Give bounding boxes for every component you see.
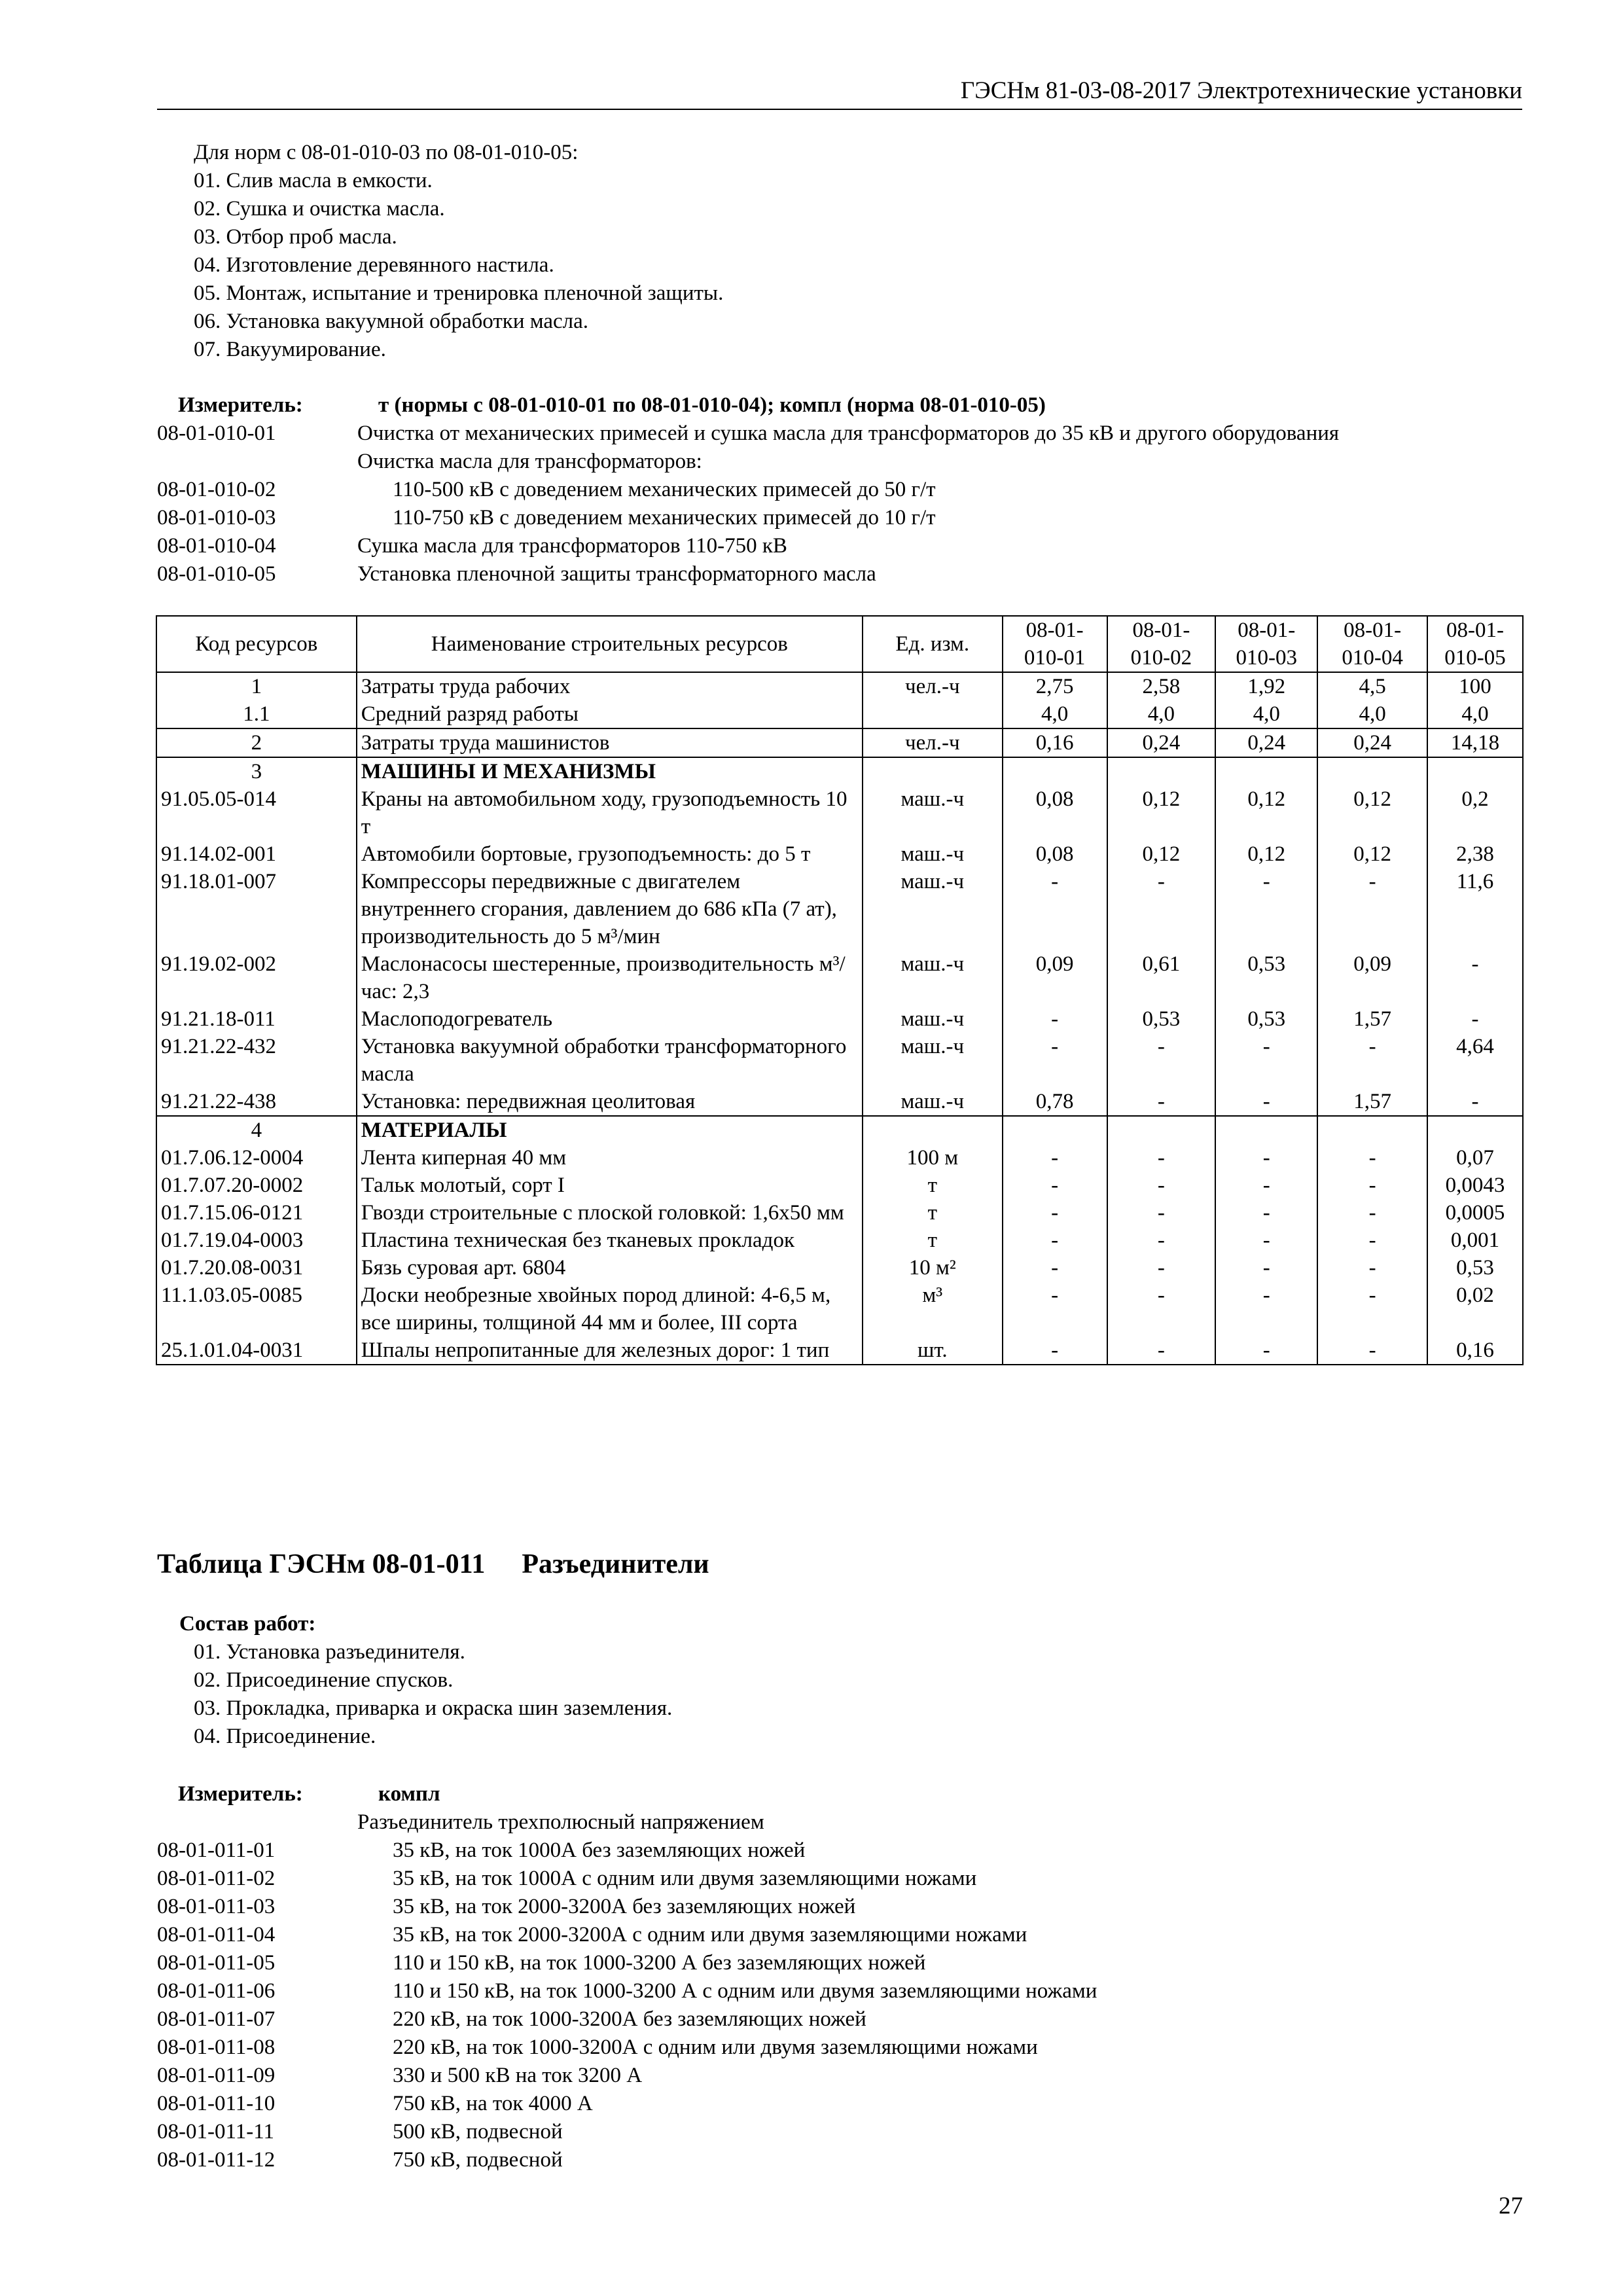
table-row <box>156 1336 1523 1365</box>
resource-unit: т <box>863 1199 1003 1227</box>
table-row <box>156 950 1523 1005</box>
composition-label: Состав работ: <box>179 1612 316 1636</box>
resource-value: 4,64 <box>1427 1033 1523 1088</box>
norm-text: 330 и 500 кВ на ток 3200 А <box>393 2064 643 2087</box>
norm-text: 500 кВ, подвесной <box>393 2120 563 2144</box>
intro-heading: Для норм с 08-01-010-03 по 08-01-010-05: <box>194 141 579 164</box>
resource-value: 0,53 <box>1107 1005 1216 1033</box>
norm-code: 08-01-011-11 <box>157 2120 275 2144</box>
norm-text: 110 и 150 кВ, на ток 1000-3200 А с одним или двумя заземляющими ножами <box>393 1979 1097 2003</box>
resource-value <box>1215 1116 1317 1144</box>
resource-value: 0,16 <box>1427 1336 1523 1365</box>
resource-name: Маслонасосы шестеренные, производительность м³/час: 2,3 <box>357 950 863 1005</box>
resource-value: 11,6 <box>1427 868 1523 950</box>
resource-value: 4,0 <box>1317 700 1427 728</box>
composition-item: 02. Присоединение спусков. <box>194 1668 454 1692</box>
resource-value: 0,07 <box>1427 1144 1523 1172</box>
table-row <box>156 785 1523 840</box>
norm-row <box>157 1865 1525 1893</box>
resource-unit: чел.-ч <box>863 672 1003 700</box>
resource-value: - <box>1317 1033 1427 1088</box>
running-header: ГЭСНм 81-03-08-2017 Электротехнические установки <box>157 73 1522 110</box>
measure-header <box>157 391 1525 420</box>
norm-code: 08-01-010-01 <box>157 422 276 445</box>
resource-unit: маш.-ч <box>863 1088 1003 1116</box>
resource-value: - <box>1003 1033 1107 1088</box>
intro-item: 06. Установка вакуумной обработки масла. <box>194 310 589 333</box>
resource-value: - <box>1003 1254 1107 1282</box>
norm-list <box>157 1837 1525 2174</box>
resource-value: 0,08 <box>1003 785 1107 840</box>
resource-value: 4,0 <box>1107 700 1216 728</box>
norm-text: Очистка масла для трансформаторов: <box>357 450 702 473</box>
resource-code: 01.7.07.20-0002 <box>156 1172 357 1199</box>
resource-code: 3 <box>156 757 357 785</box>
resource-name: Шпалы непропитанные для железных дорог: 1 тип <box>357 1336 863 1365</box>
norm-text: 110-750 кВ с доведением механических примесей до 10 г/т <box>393 506 936 529</box>
resource-value: - <box>1107 1227 1216 1254</box>
header-norm-col: 08-01- 010-03 <box>1215 616 1317 672</box>
resource-value: 0,12 <box>1107 785 1216 840</box>
norm-code: 08-01-011-03 <box>157 1895 276 1918</box>
norm-row <box>157 2062 1525 2090</box>
norm-text: 35 кВ, на ток 1000А без заземляющих ножей <box>393 1839 806 1862</box>
resource-value: 0,53 <box>1215 950 1317 1005</box>
resource-unit <box>863 700 1003 728</box>
resource-code: 91.19.02-002 <box>156 950 357 1005</box>
norm-row <box>157 2090 1525 2118</box>
norm-code <box>157 448 357 476</box>
resource-value: 0,12 <box>1317 840 1427 868</box>
norm-row <box>157 560 1525 588</box>
norm-text: Установка пленочной защиты трансформаторного масла <box>357 562 876 586</box>
resource-value: 100 <box>1427 672 1523 700</box>
table-title-number: Таблица ГЭСНм 08-01-011 <box>157 1549 486 1579</box>
norm-text: Очистка от механических примесей и сушка масла для трансформаторов до 35 кВ и другого оборудования <box>357 422 1340 445</box>
resource-value: - <box>1317 1336 1427 1365</box>
resource-value: - <box>1003 1199 1107 1227</box>
measure-heading: Разъединитель трехполюсный напряжением <box>357 1810 764 1834</box>
header-norm-col: 08-01- 010-02 <box>1107 616 1216 672</box>
norm-code: 08-01-010-03 <box>157 506 276 529</box>
resource-code: 4 <box>156 1116 357 1144</box>
norm-row <box>157 476 1525 504</box>
resource-value: - <box>1317 868 1427 950</box>
work-composition-intro <box>157 139 1525 364</box>
norm-row <box>157 1808 1525 1837</box>
norm-code: 08-01-011-05 <box>157 1951 276 1975</box>
resource-unit: маш.-ч <box>863 785 1003 840</box>
table-title-name: Разъединители <box>522 1549 709 1579</box>
norm-code: 08-01-010-04 <box>157 534 276 558</box>
norm-row <box>157 420 1525 448</box>
resource-value: - <box>1215 1199 1317 1227</box>
resource-unit: 100 м <box>863 1144 1003 1172</box>
resource-name: Маслоподогреватель <box>357 1005 863 1033</box>
norm-code: 08-01-010-05 <box>157 562 276 586</box>
resource-unit: 10 м² <box>863 1254 1003 1282</box>
resource-value: - <box>1107 1336 1216 1365</box>
resource-name: Пластина техническая без тканевых прокладок <box>357 1227 863 1254</box>
resource-value: - <box>1107 868 1216 950</box>
norm-code: 08-01-011-09 <box>157 2064 276 2087</box>
resource-value: - <box>1317 1227 1427 1254</box>
resource-name: МАТЕРИАЛЫ <box>357 1116 863 1144</box>
resource-value: 0,02 <box>1427 1282 1523 1336</box>
resource-name: Установка вакуумной обработки трансформаторного масла <box>357 1033 863 1088</box>
resource-code: 91.21.18-011 <box>156 1005 357 1033</box>
table-row <box>156 1088 1523 1116</box>
resource-value: 0,78 <box>1003 1088 1107 1116</box>
table-row <box>156 1282 1523 1336</box>
norm-code: 08-01-011-12 <box>157 2148 276 2172</box>
norm-code: 08-01-011-10 <box>157 2092 276 2115</box>
resource-unit: маш.-ч <box>863 1005 1003 1033</box>
norm-row <box>157 1977 1525 2005</box>
resource-value: - <box>1215 1254 1317 1282</box>
resource-value: - <box>1003 1282 1107 1336</box>
resource-name: Средний разряд работы <box>357 700 863 728</box>
resource-unit: чел.-ч <box>863 728 1003 757</box>
resource-unit: маш.-ч <box>863 1033 1003 1088</box>
resource-code: 01.7.19.04-0003 <box>156 1227 357 1254</box>
composition-item: 03. Прокладка, приварка и окраска шин заземления. <box>194 1696 673 1720</box>
resource-table <box>156 615 1524 1365</box>
resource-code: 91.14.02-001 <box>156 840 357 868</box>
resource-code: 11.1.03.05-0085 <box>156 1282 357 1336</box>
table-row <box>156 728 1523 757</box>
resource-unit: маш.-ч <box>863 840 1003 868</box>
resource-value: 0,12 <box>1215 840 1317 868</box>
resource-value <box>1427 757 1523 785</box>
norm-code: 08-01-011-01 <box>157 1839 276 1862</box>
intro-item: 04. Изготовление деревянного настила. <box>194 253 554 277</box>
resource-value: - <box>1107 1144 1216 1172</box>
measure-block-1 <box>157 391 1525 588</box>
resource-value <box>1317 757 1427 785</box>
norm-row <box>157 1837 1525 1865</box>
resource-value: 0,08 <box>1003 840 1107 868</box>
norm-row <box>157 1893 1525 1921</box>
resource-value: - <box>1003 1172 1107 1199</box>
norm-text: 110-500 кВ с доведением механических примесей до 50 г/т <box>393 478 936 501</box>
resource-value: 0,001 <box>1427 1227 1523 1254</box>
resource-value: - <box>1003 1005 1107 1033</box>
header-norm-col: 08-01- 010-05 <box>1427 616 1523 672</box>
resource-value: - <box>1003 1144 1107 1172</box>
table-row <box>156 1005 1523 1033</box>
norm-row <box>157 504 1525 532</box>
resource-code: 91.05.05-014 <box>156 785 357 840</box>
resource-name: МАШИНЫ И МЕХАНИЗМЫ <box>357 757 863 785</box>
norm-row <box>157 448 1525 476</box>
table-row <box>156 1199 1523 1227</box>
norm-text: 220 кВ, на ток 1000-3200А без заземляющих ножей <box>393 2007 866 2031</box>
intro-item: 07. Вакуумирование. <box>194 338 386 361</box>
composition-item: 01. Установка разъединителя. <box>194 1640 465 1664</box>
resource-code: 91.18.01-007 <box>156 868 357 950</box>
resource-value: 0,24 <box>1317 728 1427 757</box>
norm-code: 08-01-011-04 <box>157 1923 276 1946</box>
resource-value: - <box>1107 1282 1216 1336</box>
norm-code: 08-01-011-02 <box>157 1867 276 1890</box>
resource-value: - <box>1107 1033 1216 1088</box>
table-row <box>156 840 1523 868</box>
norm-code: 08-01-011-07 <box>157 2007 276 2031</box>
resource-code: 91.21.22-432 <box>156 1033 357 1088</box>
resource-code: 01.7.15.06-0121 <box>156 1199 357 1227</box>
resource-value: 0,12 <box>1317 785 1427 840</box>
table-row <box>156 1033 1523 1088</box>
measure-label: Измеритель: <box>178 1782 303 1806</box>
intro-item: 03. Отбор проб масла. <box>194 225 397 249</box>
resource-value <box>1427 1116 1523 1144</box>
page-number: 27 <box>1499 2193 1523 2219</box>
resource-value: 4,0 <box>1003 700 1107 728</box>
section-row <box>156 757 1523 785</box>
resource-value: 0,53 <box>1215 1005 1317 1033</box>
measure-header <box>157 1780 1525 1808</box>
norm-row <box>157 1921 1525 1949</box>
measure-label: Измеритель: <box>178 393 303 417</box>
resource-value: - <box>1427 950 1523 1005</box>
resource-unit: т <box>863 1172 1003 1199</box>
resource-value: 2,58 <box>1107 672 1216 700</box>
resource-value: 0,2 <box>1427 785 1523 840</box>
resource-value: - <box>1317 1254 1427 1282</box>
resource-name: Затраты труда машинистов <box>357 728 863 757</box>
table-row <box>156 700 1523 728</box>
table-row <box>156 1144 1523 1172</box>
resource-value: 0,53 <box>1427 1254 1523 1282</box>
resource-value: 2,75 <box>1003 672 1107 700</box>
resource-code: 2 <box>156 728 357 757</box>
resource-unit: т <box>863 1227 1003 1254</box>
norm-row <box>157 2118 1525 2146</box>
resource-value: 0,12 <box>1215 785 1317 840</box>
resource-name: Автомобили бортовые, грузоподъемность: до 5 т <box>357 840 863 868</box>
resource-code: 01.7.20.08-0031 <box>156 1254 357 1282</box>
header-norm-col: 08-01- 010-01 <box>1003 616 1107 672</box>
composition-item: 04. Присоединение. <box>194 1725 376 1748</box>
norm-row <box>157 1949 1525 1977</box>
resource-code: 25.1.01.04-0031 <box>156 1336 357 1365</box>
resource-value: - <box>1215 1227 1317 1254</box>
work-composition-2 <box>157 1610 1525 1751</box>
resource-name: Затраты труда рабочих <box>357 672 863 700</box>
resource-value: 4,5 <box>1317 672 1427 700</box>
resource-name: Доски необрезные хвойных пород длиной: 4-6,5 м, все ширины, толщиной 44 мм и более, III сорта <box>357 1282 863 1336</box>
resource-code: 1.1 <box>156 700 357 728</box>
table-row <box>156 1172 1523 1199</box>
measure-block-2 <box>157 1780 1525 2174</box>
resource-value: - <box>1107 1254 1216 1282</box>
resource-unit <box>863 1116 1003 1144</box>
resource-unit: маш.-ч <box>863 868 1003 950</box>
resource-unit: маш.-ч <box>863 950 1003 1005</box>
resource-name: Компрессоры передвижные с двигателем внутреннего сгорания, давлением до 686 кПа (7 ат), производительность до 5 м³/мин <box>357 868 863 950</box>
intro-item: 01. Слив масла в емкости. <box>194 169 433 192</box>
norm-code: 08-01-011-06 <box>157 1979 276 2003</box>
resource-value: - <box>1003 1336 1107 1365</box>
resource-value: - <box>1317 1172 1427 1199</box>
resource-value: - <box>1317 1282 1427 1336</box>
resource-value <box>1003 1116 1107 1144</box>
resource-value: - <box>1215 1172 1317 1199</box>
resource-value: 0,24 <box>1215 728 1317 757</box>
norm-code: 08-01-011-08 <box>157 2036 276 2059</box>
norm-row <box>157 532 1525 560</box>
resource-value <box>1107 757 1216 785</box>
resource-value: 0,0005 <box>1427 1199 1523 1227</box>
header-code: Код ресурсов <box>156 616 357 672</box>
resource-value: - <box>1107 1088 1216 1116</box>
resource-name: Краны на автомобильном ходу, грузоподъемность 10 т <box>357 785 863 840</box>
resource-value: 1,57 <box>1317 1088 1427 1116</box>
resource-value: 0,09 <box>1003 950 1107 1005</box>
resource-value: 0,12 <box>1107 840 1216 868</box>
norm-text: Сушка масла для трансформаторов 110-750 кВ <box>357 534 787 558</box>
resource-unit: м³ <box>863 1282 1003 1336</box>
resource-value: - <box>1215 1144 1317 1172</box>
resource-name: Установка: передвижная цеолитовая <box>357 1088 863 1116</box>
resource-value: - <box>1215 1033 1317 1088</box>
resource-value: - <box>1215 868 1317 950</box>
resource-value: - <box>1003 868 1107 950</box>
resource-value: 1,92 <box>1215 672 1317 700</box>
resource-value: 0,0043 <box>1427 1172 1523 1199</box>
table-header-row <box>156 616 1523 672</box>
table-row <box>156 1227 1523 1254</box>
resource-value: 0,24 <box>1107 728 1216 757</box>
resource-value <box>1215 757 1317 785</box>
resource-code: 1 <box>156 672 357 700</box>
resource-value: 2,38 <box>1427 840 1523 868</box>
measure-value: т (нормы с 08-01-010-01 по 08-01-010-04); компл (норма 08-01-010-05) <box>378 393 1046 417</box>
table-body <box>156 672 1523 1365</box>
intro-item: 05. Монтаж, испытание и тренировка пленочной защиты. <box>194 281 724 305</box>
norm-row <box>157 2034 1525 2062</box>
resource-unit <box>863 757 1003 785</box>
resource-value: - <box>1107 1172 1216 1199</box>
table-row <box>156 672 1523 700</box>
measure-value: компл <box>378 1782 440 1806</box>
resource-value: 0,61 <box>1107 950 1216 1005</box>
resource-value: 0,16 <box>1003 728 1107 757</box>
norm-text: 35 кВ, на ток 2000-3200А с одним или двумя заземляющими ножами <box>393 1923 1027 1946</box>
table-row <box>156 868 1523 950</box>
resource-value: 14,18 <box>1427 728 1523 757</box>
header-unit: Ед. изм. <box>863 616 1003 672</box>
resource-value: - <box>1427 1088 1523 1116</box>
header-name: Наименование строительных ресурсов <box>357 616 863 672</box>
resource-value: 1,57 <box>1317 1005 1427 1033</box>
intro-item: 02. Сушка и очистка масла. <box>194 197 445 221</box>
resource-value: - <box>1215 1282 1317 1336</box>
resource-value: - <box>1317 1199 1427 1227</box>
table-row <box>156 1254 1523 1282</box>
resource-value: - <box>1427 1005 1523 1033</box>
resource-value <box>1317 1116 1427 1144</box>
resource-code: 01.7.06.12-0004 <box>156 1144 357 1172</box>
resource-value: 0,09 <box>1317 950 1427 1005</box>
resource-value: - <box>1003 1227 1107 1254</box>
norm-code: 08-01-010-02 <box>157 478 276 501</box>
norm-text: 750 кВ, подвесной <box>393 2148 563 2172</box>
resource-value: 4,0 <box>1427 700 1523 728</box>
norm-text: 35 кВ, на ток 2000-3200А без заземляющих ножей <box>393 1895 856 1918</box>
norm-text: 220 кВ, на ток 1000-3200А с одним или двумя заземляющими ножами <box>393 2036 1038 2059</box>
resource-value <box>1003 757 1107 785</box>
resource-value: - <box>1317 1144 1427 1172</box>
resource-name: Тальк молотый, сорт I <box>357 1172 863 1199</box>
resource-value <box>1107 1116 1216 1144</box>
section-row <box>156 1116 1523 1144</box>
norm-text: 750 кВ, на ток 4000 А <box>393 2092 593 2115</box>
resource-value: - <box>1215 1336 1317 1365</box>
norm-row <box>157 2146 1525 2174</box>
resource-value: - <box>1215 1088 1317 1116</box>
resource-unit: шт. <box>863 1336 1003 1365</box>
resource-name: Гвозди строительные с плоской головкой: 1,6х50 мм <box>357 1199 863 1227</box>
resource-value: 4,0 <box>1215 700 1317 728</box>
norm-row <box>157 2005 1525 2034</box>
resource-value: - <box>1107 1199 1216 1227</box>
resource-code: 91.21.22-438 <box>156 1088 357 1116</box>
resource-name: Бязь суровая арт. 6804 <box>357 1254 863 1282</box>
header-norm-col: 08-01- 010-04 <box>1317 616 1427 672</box>
norm-text: 35 кВ, на ток 1000А с одним или двумя заземляющими ножами <box>393 1867 977 1890</box>
resource-name: Лента киперная 40 мм <box>357 1144 863 1172</box>
table-title <box>157 1546 709 1583</box>
norm-text: 110 и 150 кВ, на ток 1000-3200 А без заземляющих ножей <box>393 1951 926 1975</box>
